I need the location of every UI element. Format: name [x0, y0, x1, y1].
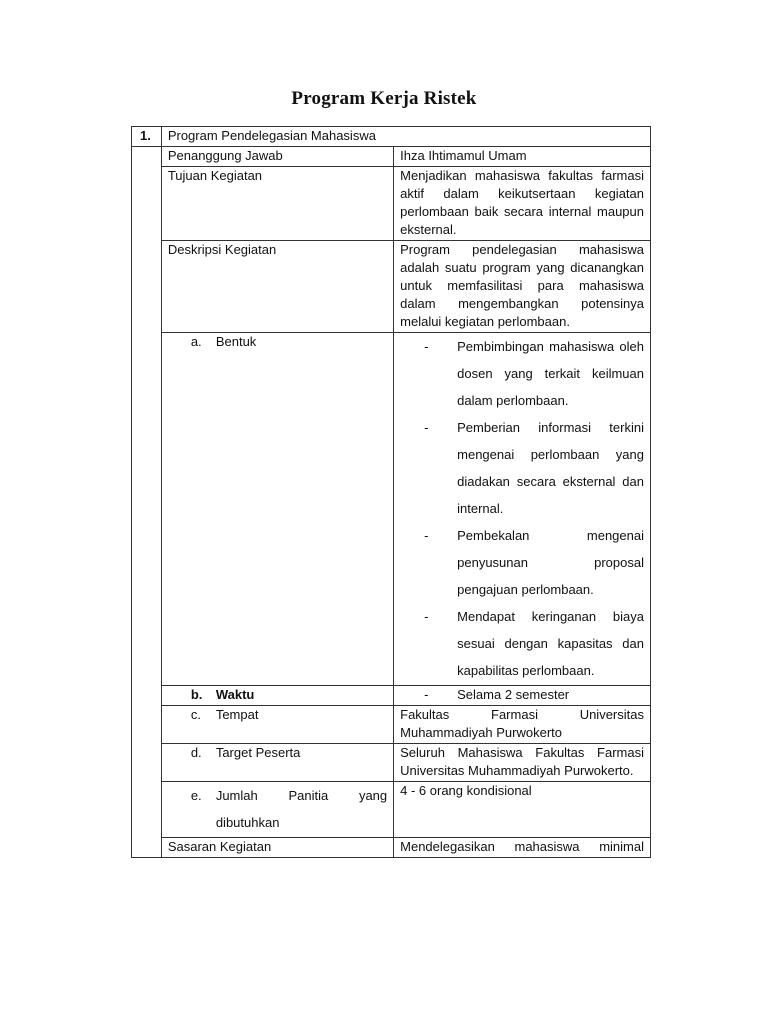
program-header-row — [132, 127, 651, 147]
list-item: - Pembimbingan mahasiswa oleh dosen yang terkait keilmuan dalam perlombaan. — [424, 339, 644, 408]
list-item: - Selama 2 semester — [424, 687, 570, 702]
tujuan-label: Tujuan Kegiatan — [161, 167, 393, 241]
sasaran-row — [132, 838, 651, 858]
waktu-list — [400, 686, 644, 704]
panitia-label-cell — [161, 782, 393, 838]
penanggung-label: Penanggung Jawab — [161, 147, 393, 167]
bentuk-letter: a. — [190, 334, 202, 349]
panitia-letter: e. — [190, 788, 202, 803]
sasaran-value: Mendelegasikan mahasiswa minimal — [394, 838, 651, 858]
tujuan-value: Menjadikan mahasiswa fakultas farmasi aktif dalam keikutsertaan kegiatan perlombaan baik secara internal maupun eksternal. — [394, 167, 651, 241]
target-value: Seluruh Mahasiswa Fakultas Farmasi Universitas Muhammadiyah Purwokerto. — [394, 744, 651, 782]
tujuan-row — [132, 167, 651, 241]
penanggung-value: Ihza Ihtimamul Umam — [394, 147, 651, 167]
program-table — [131, 126, 651, 858]
deskripsi-value: Program pendelegasian mahasiswa adalah suatu program yang dicanangkan untuk memfasilitasi para mahasiswa dalam mengembangkan potensinya melalui kegiatan perlombaan. — [394, 241, 651, 333]
penanggung-row — [132, 147, 651, 167]
bentuk-label: Bentuk — [215, 334, 257, 349]
deskripsi-row — [132, 241, 651, 333]
tempat-row — [132, 706, 651, 744]
sasaran-label: Sasaran Kegiatan — [161, 838, 393, 858]
bentuk-row — [132, 333, 651, 686]
list-item: - Pemberian informasi terkini mengenai perlombaan yang diadakan secara eksternal dan internal. — [424, 420, 644, 516]
panitia-row — [132, 782, 651, 838]
waktu-label-cell — [161, 686, 393, 706]
target-row — [132, 744, 651, 782]
list-item: - Pembekalan mengenai penyusunan proposal pengajuan perlombaan. — [424, 528, 644, 597]
waktu-row — [132, 686, 651, 706]
document-title: Program Kerja Ristek — [291, 88, 477, 109]
panitia-label: Jumlah Panitia yang dibutuhkan — [215, 788, 388, 830]
tempat-label: Tempat — [215, 707, 259, 722]
bentuk-list — [400, 333, 644, 684]
number-column-spacer — [132, 147, 162, 858]
waktu-label: Waktu — [215, 687, 255, 702]
target-label: Target Peserta — [215, 745, 301, 760]
tempat-letter: c. — [190, 707, 201, 722]
program-number: 1. — [132, 127, 162, 147]
deskripsi-label: Deskripsi Kegiatan — [161, 241, 393, 333]
waktu-letter: b. — [190, 687, 203, 702]
panitia-value: 4 - 6 orang kondisional — [394, 782, 651, 838]
bentuk-label-cell — [161, 333, 393, 686]
program-name: Program Pendelegasian Mahasiswa — [161, 127, 650, 147]
waktu-value-cell — [394, 686, 651, 706]
tempat-value: Fakultas Farmasi Universitas Muhammadiyah Purwokerto — [394, 706, 651, 744]
bentuk-value-cell — [394, 333, 651, 686]
target-letter: d. — [190, 745, 202, 760]
tempat-label-cell — [161, 706, 393, 744]
target-label-cell — [161, 744, 393, 782]
list-item: - Mendapat keringanan biaya sesuai dengan kapasitas dan kapabilitas perlombaan. — [424, 609, 644, 678]
